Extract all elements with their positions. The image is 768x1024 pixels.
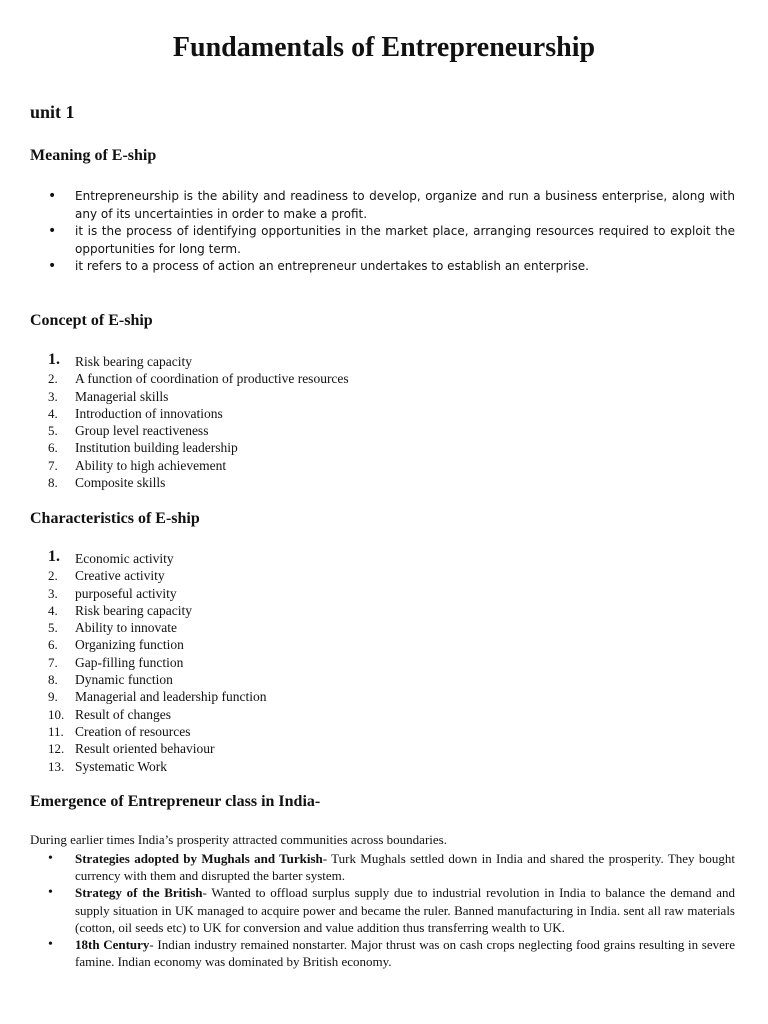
list-item: • 18th Century- Indian industry remained nonstarter. Major thrust was on cash crops neglecting food grains resulting in severe famine. Indian economy was dominated by British economy. [48, 937, 736, 970]
list-item: 4. Introduction of innovations [48, 405, 223, 421]
list-item: 10. Result of changes [48, 706, 171, 722]
meaning-bullet-list [30, 188, 735, 276]
list-item: 1. Risk bearing capacity [48, 351, 192, 369]
list-item: 5. Group level reactiveness [48, 423, 209, 439]
list-item: 7. Ability to high achievement [48, 457, 227, 473]
unit-heading: unit 1 [30, 102, 75, 122]
list-item: 11. Creation of resources [48, 723, 191, 739]
list-item: 8. Composite skills [48, 475, 166, 491]
list-item: 8. Dynamic function [48, 672, 173, 688]
list-item: 5. Ability to innovate [48, 620, 177, 636]
characteristics-list [30, 550, 267, 775]
characteristics-heading: Characteristics of E-ship [30, 510, 200, 527]
list-item: • Entrepreneurship is the ability and readiness to develop, organize and run a business enterprise, along with any of its uncertainties in order to make a profit. [48, 188, 735, 221]
list-item: 3. purposeful activity [48, 585, 177, 601]
list-item: 1. Economic activity [48, 548, 174, 566]
meaning-heading: Meaning of E-ship [30, 147, 157, 164]
list-item: • it refers to a process of action an entrepreneur undertakes to establish an enterprise. [48, 258, 589, 274]
list-item: • Strategies adopted by Mughals and Turkish- Turk Mughals settled down in India and shared the prosperity. They bought currency with them and disrupted the barter system. [48, 851, 735, 884]
list-item: 6. Organizing function [48, 637, 184, 653]
list-item: 7. Gap-filling function [48, 654, 184, 670]
list-item: 12. Result oriented behaviour [48, 741, 215, 757]
document-title: Fundamentals of Entrepreneurship [172, 32, 596, 63]
bullet-icon: • [48, 885, 53, 901]
list-item: • it is the process of identifying opportunities in the market place, arranging resources required to exploit the opportunities for long term. [48, 223, 735, 256]
bullet-icon: • [48, 223, 57, 239]
bullet-icon: • [48, 851, 53, 866]
list-item: 2. Creative activity [48, 568, 165, 584]
list-item: 6. Institution building leadership [48, 440, 238, 456]
list-item: 2. A function of coordination of productive resources [48, 371, 349, 387]
concept-heading: Concept of E-ship [30, 312, 153, 329]
list-item: • Strategy of the British- Wanted to offload surplus supply due to industrial revolution in India to balance the demand and supply situation in UK managed to acquire power and became the ruler. Banned manufacturing in India. sent all raw materials (cotton, oil seeds etc) to UK for conversion and value addition thus transferring wealth to UK. [48, 885, 735, 935]
bullet-icon: • [48, 258, 57, 274]
concept-list [30, 353, 349, 491]
list-item: 3. Managerial skills [48, 388, 169, 404]
emergence-heading: Emergence of Entrepreneur class in India- [30, 793, 321, 810]
list-item: 4. Risk bearing capacity [48, 602, 192, 618]
emergence-intro: During earlier times India’s prosperity attracted communities across boundaries. [30, 832, 447, 847]
list-item: 9. Managerial and leadership function [48, 689, 267, 705]
emergence-bullet-list [30, 850, 735, 970]
bullet-icon: • [48, 188, 57, 204]
list-item: 13. Systematic Work [48, 758, 168, 774]
bullet-icon: • [48, 937, 53, 953]
